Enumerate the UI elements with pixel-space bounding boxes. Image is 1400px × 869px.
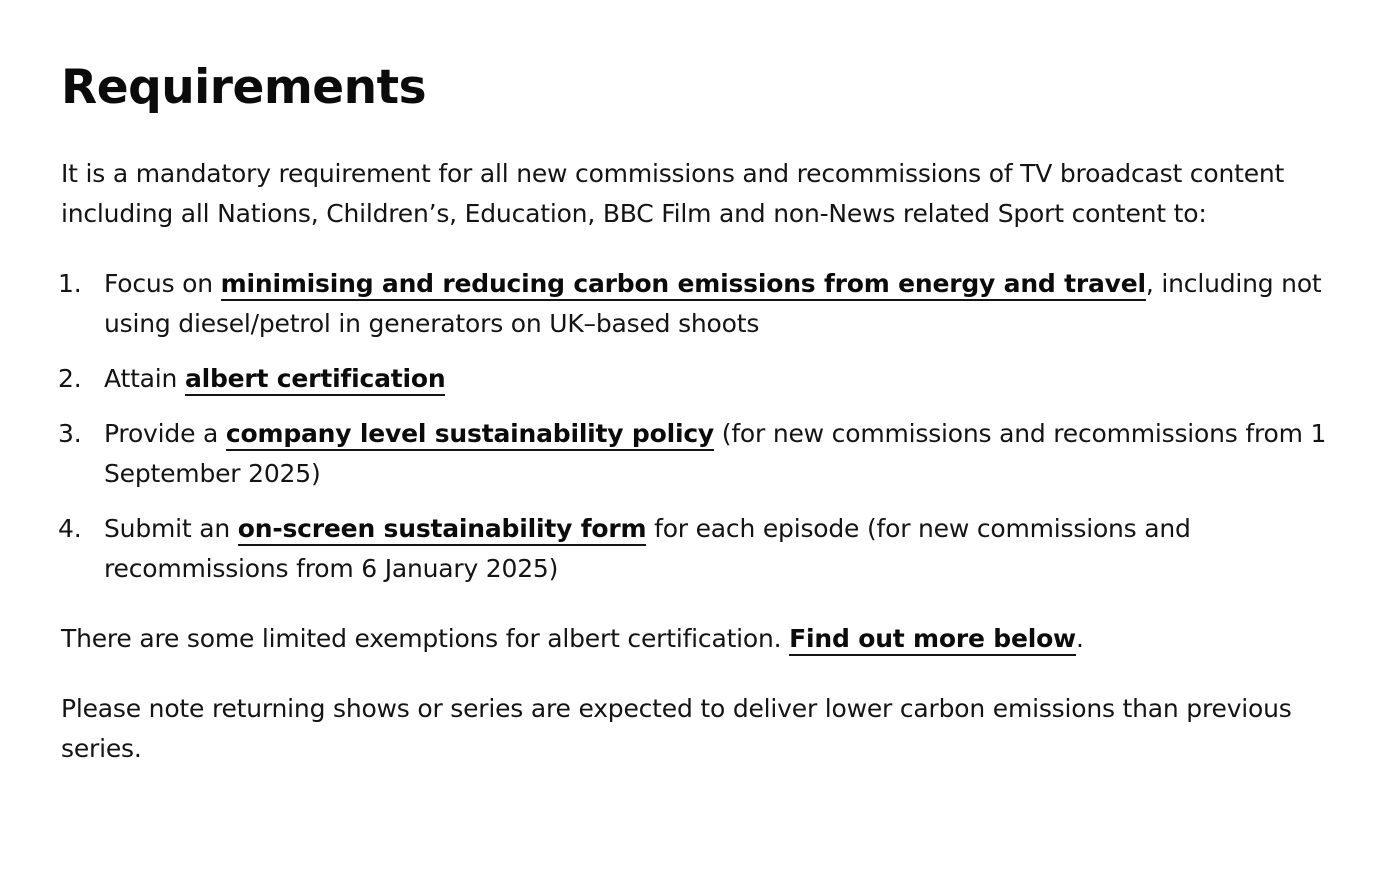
list-text-before: Attain — [104, 364, 185, 393]
intro-paragraph: It is a mandatory requirement for all new commissions and recommissions of TV broadcast content including all Nations, Children’s, Education, BBC Film and non-News related Sport content to: — [61, 159, 1285, 228]
requirements-list — [58, 264, 1351, 589]
list-text-after: for each episode (for new commissions and recommissions from 6 January 2025) — [104, 514, 1191, 583]
sustainability-policy-link[interactable]: company level sustainability policy — [226, 419, 714, 451]
find-out-more-link[interactable]: Find out more below — [789, 624, 1076, 656]
list-text-after: (for new commissions and recommissions from 1 September 2025) — [104, 419, 1327, 488]
albert-certification-link[interactable]: albert certification — [185, 364, 446, 396]
exemption-text: There are some limited exemptions for albert certification. — [61, 624, 790, 653]
page-title: Requirements — [61, 60, 427, 115]
list-text-before: Submit an — [104, 514, 238, 543]
exemption-paragraph — [61, 619, 1351, 659]
list-number: 3. — [58, 419, 82, 448]
list-number: 4. — [58, 514, 82, 543]
list-number: 2. — [58, 364, 82, 393]
list-number: 1. — [58, 269, 82, 298]
list-text-before: Focus on — [104, 269, 221, 298]
exemption-text-after: . — [1075, 624, 1084, 653]
note-paragraph: Please note returning shows or series are expected to deliver lower carbon emissions than previous series. — [61, 694, 1292, 763]
list-item — [58, 414, 1351, 494]
list-item — [58, 359, 1351, 399]
sustainability-form-link[interactable]: on-screen sustainability form — [238, 514, 647, 546]
list-text-after: , including not using diesel/petrol in generators on UK–based shoots — [104, 269, 1322, 338]
minimising-emissions-link[interactable]: minimising and reducing carbon emissions from energy and travel — [221, 269, 1146, 301]
list-item — [58, 264, 1351, 344]
requirements-section — [58, 58, 1351, 769]
list-item — [58, 509, 1351, 589]
list-text-before: Provide a — [104, 419, 226, 448]
